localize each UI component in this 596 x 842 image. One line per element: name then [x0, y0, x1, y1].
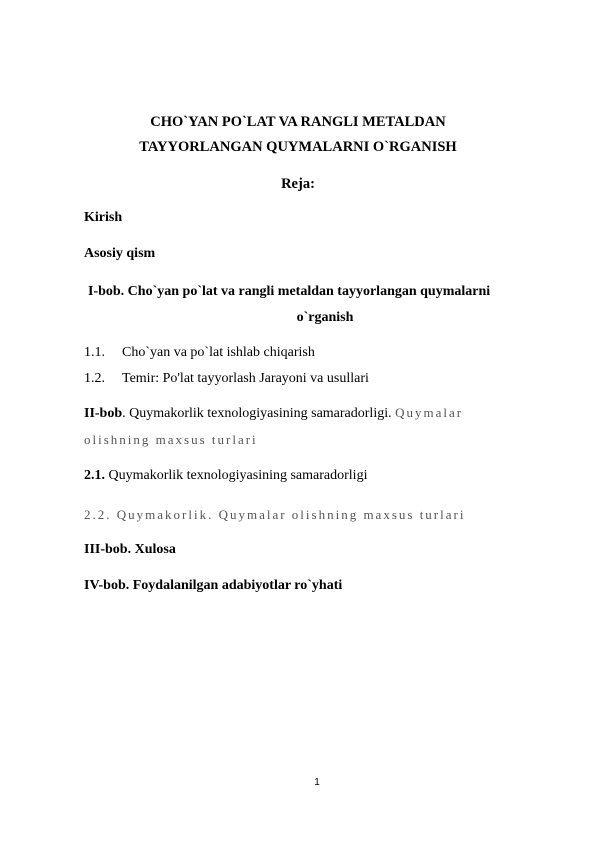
section-2-1-text: Quymakorlik texnologiyasining samaradorligi: [105, 468, 368, 483]
chapter-1-heading-line-2: o`rganish: [296, 310, 354, 325]
section-1-2-entry: [84, 370, 369, 388]
chapter-2-heading-line-1: [84, 404, 463, 423]
section-1-2-text: Temir: Po'lat tayyorlash Jarayoni va usullari: [122, 371, 369, 386]
chapter-2-spaced-text-a: Quymalar: [395, 405, 464, 420]
main-part-entry: Asosiy qism: [84, 246, 156, 261]
plan-heading: Reja:: [281, 176, 315, 192]
intro-entry: Kirish: [84, 210, 123, 225]
section-2-1-entry: [84, 467, 367, 485]
chapter-2-label: II-bob: [84, 406, 123, 421]
section-1-1-entry: [84, 344, 315, 362]
chapter-1-heading-line-1: I-bob. Cho`yan po`lat va rangli metaldan tayyorlangan quymalarni: [88, 284, 491, 299]
section-2-1-number: 2.1.: [84, 468, 105, 483]
chapter-2-text: . Quymakorlik texnologiyasining samaradorligi.: [122, 406, 396, 421]
page-number: 1: [314, 777, 320, 788]
section-1-2-number: 1.2.: [84, 371, 105, 386]
section-2-2-entry: 2.2. Quymakorlik. Quymalar olishning maxsus turlari: [84, 507, 466, 522]
section-1-1-number: 1.1.: [84, 345, 105, 360]
chapter-2-heading-line-2: olishning maxsus turlari: [84, 432, 258, 447]
section-1-1-text: Cho`yan va po`lat ishlab chiqarish: [122, 345, 315, 360]
chapter-3-entry: III-bob. Xulosa: [84, 542, 176, 557]
document-title-line-1: CHO`YAN PO`LAT VA RANGLI METALDAN: [150, 114, 446, 130]
chapter-4-entry: IV-bob. Foydalanilgan adabiyotlar ro`yhati: [84, 578, 343, 593]
document-title-line-2: TAYYORLANGAN QUYMALARNI O`RGANISH: [139, 139, 457, 155]
